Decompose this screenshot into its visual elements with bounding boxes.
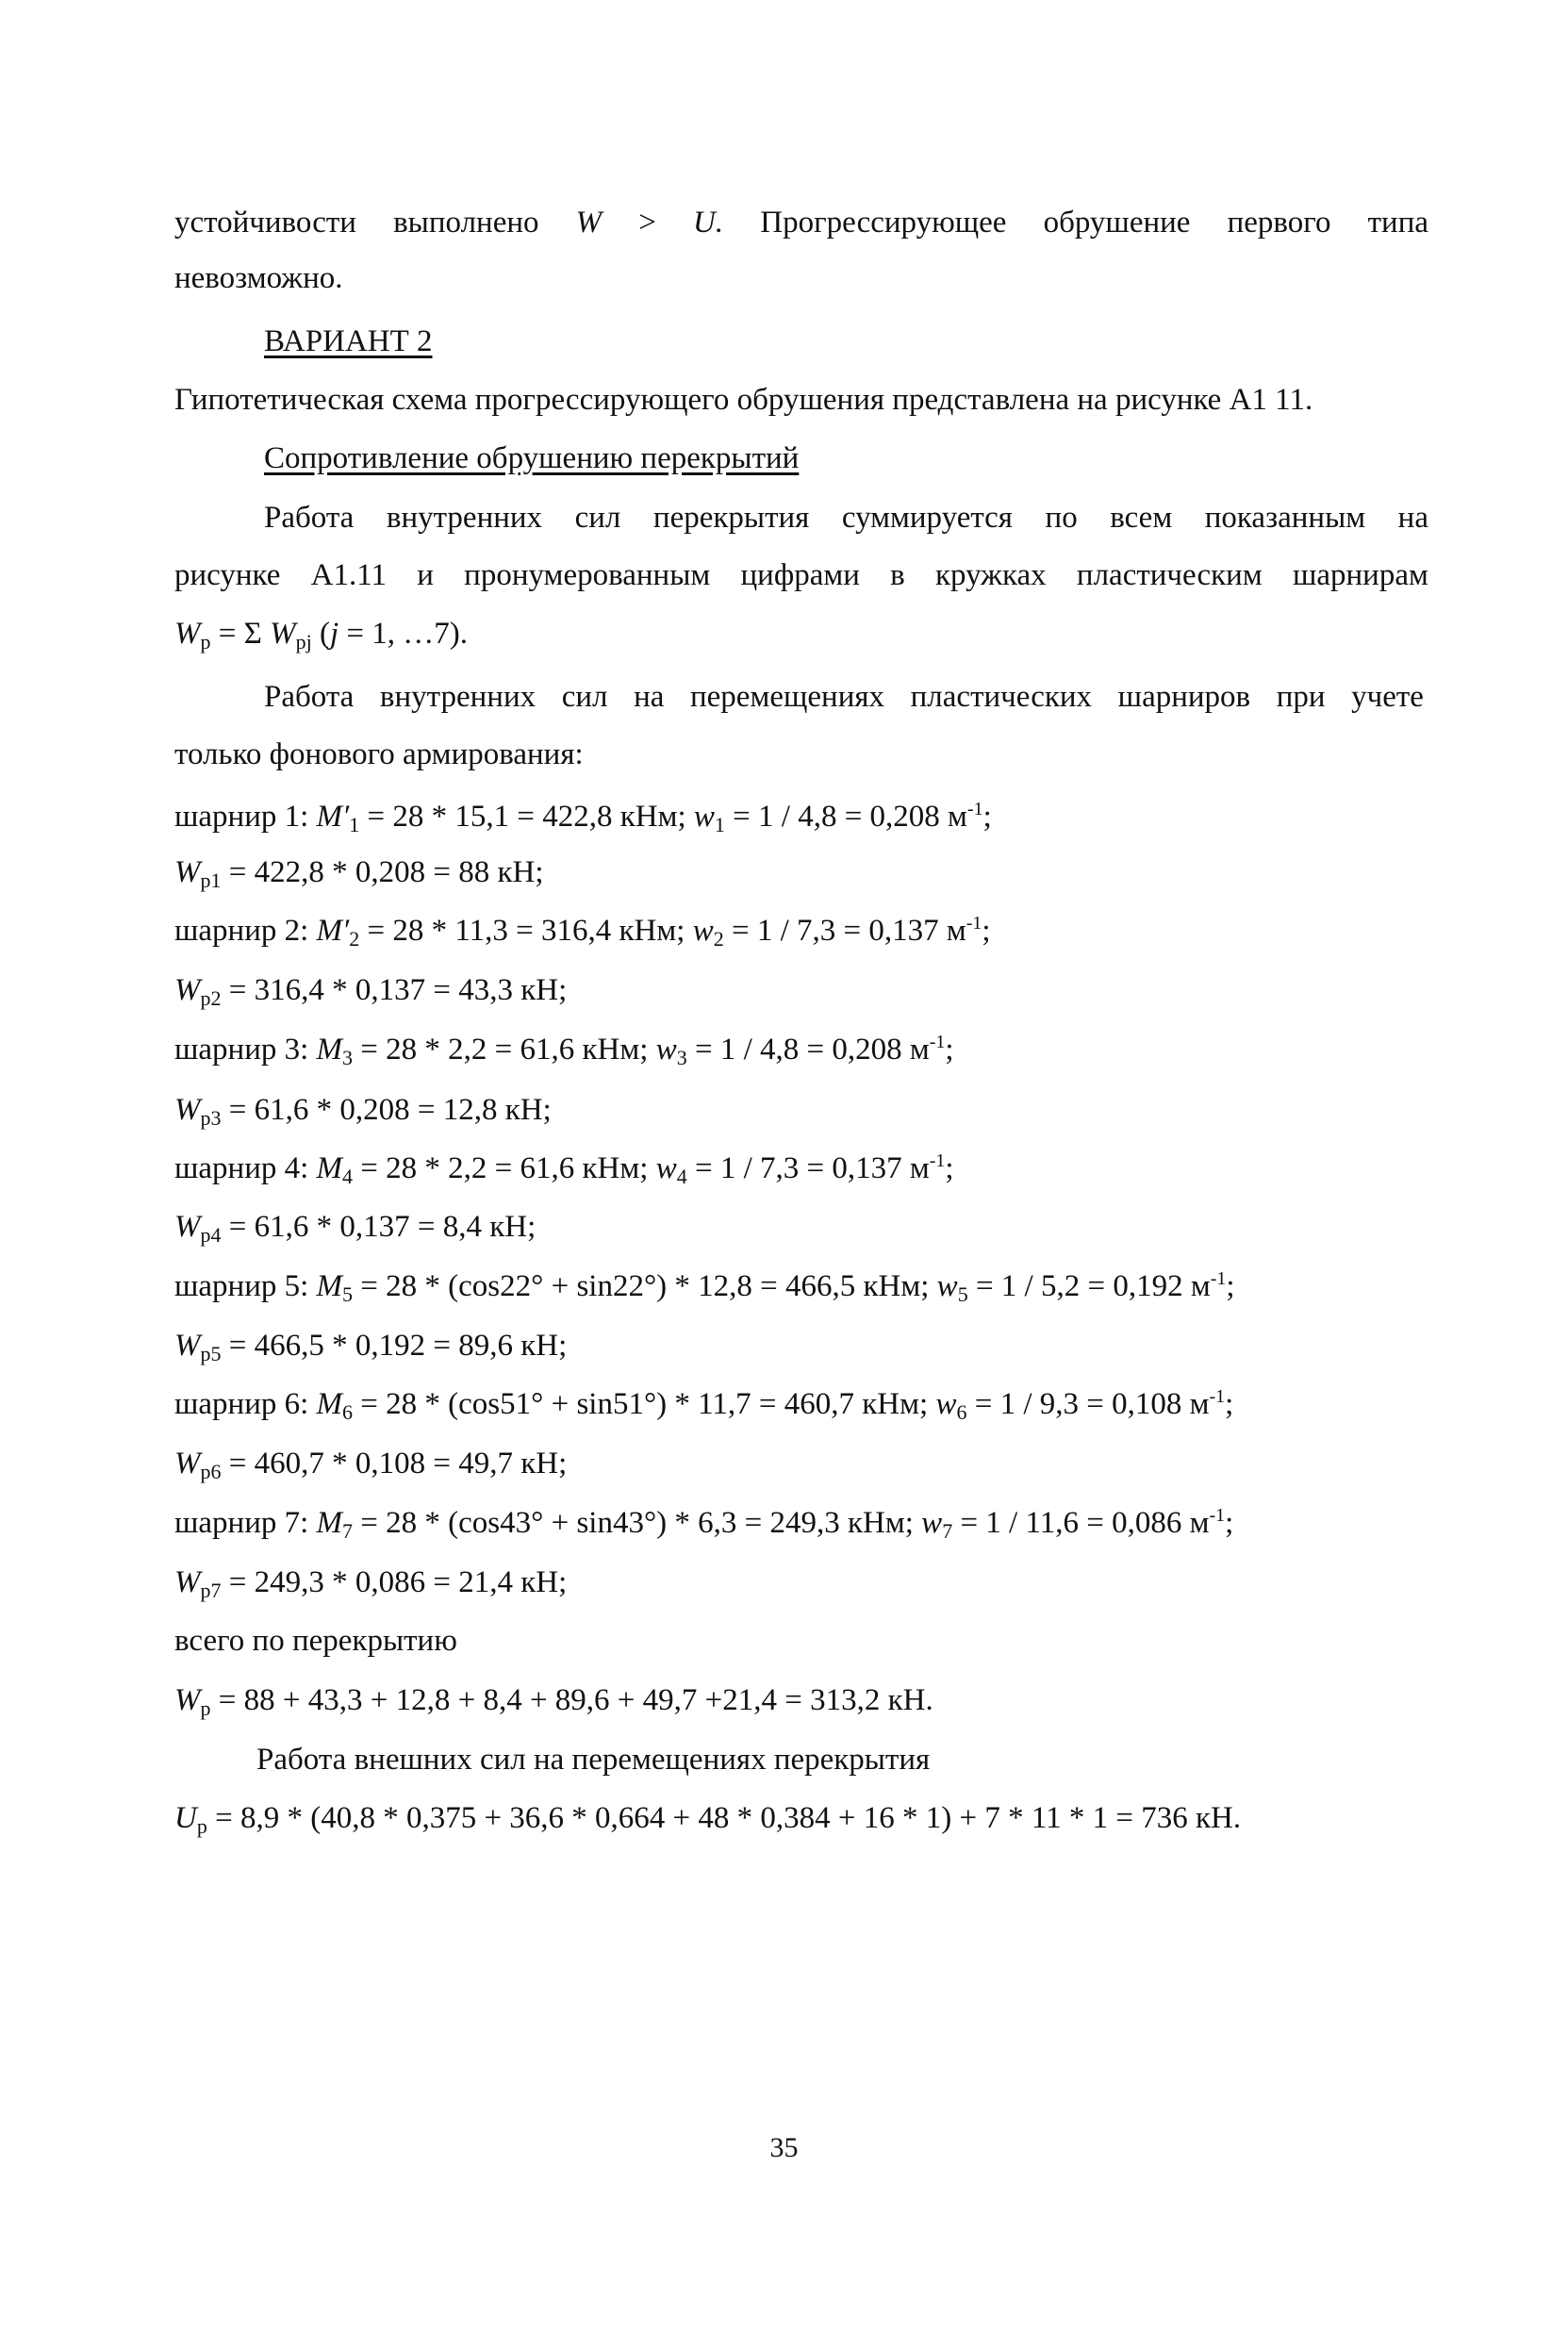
formula-text: = 1 / 9,3 = 0,108 м [966, 1387, 1210, 1421]
subscript: 1 [714, 813, 725, 836]
word: на [634, 680, 665, 714]
superscript: -1 [1209, 1505, 1226, 1526]
hinge-work-line [174, 853, 544, 891]
formula-text: = 1 / 7,3 = 0,137 м [686, 1151, 930, 1185]
formula-text: = 422,8 * 0,208 = 88 кН; [221, 855, 544, 889]
hinge-moment-line [174, 1031, 954, 1068]
hinges-intro-line-1 [264, 678, 1424, 716]
hinges-intro-line-2: только фонового армирования: [174, 737, 584, 771]
subscript: 1 [349, 813, 360, 836]
word: показанным [1204, 501, 1366, 535]
formula-text: = Σ [210, 617, 271, 651]
formula-text: = 1 / 7,3 = 0,137 м [723, 914, 966, 948]
symbol-w: W [174, 1683, 201, 1717]
hinge-label: шарнир 6: [174, 1387, 317, 1421]
formula-text: ; [1225, 1506, 1234, 1540]
total-formula [174, 1681, 933, 1719]
symbol-w: W [174, 617, 201, 651]
superscript: -1 [929, 1150, 946, 1171]
symbol-m: M [316, 1033, 343, 1067]
hinge-work-line [174, 1445, 567, 1482]
subscript: 3 [676, 1046, 687, 1069]
hinge-moment-line [174, 1150, 954, 1187]
intro-line-1 [174, 204, 1428, 241]
symbol-w: w [936, 1269, 958, 1303]
hinge-moment-line [174, 1504, 1233, 1542]
word: шарнирам [1292, 558, 1428, 592]
formula-text: ; [945, 1151, 954, 1185]
word: и [417, 558, 434, 592]
superscript: -1 [929, 1032, 946, 1052]
formula-text: = 8,9 * (40,8 * 0,375 + 36,6 * 0,664 + 48 * 0,384 + 16 * 1) + 7 * 11 * 1 = 736 кН. [206, 1801, 1242, 1835]
hinge-work-line [174, 971, 567, 1009]
word: перекрытия [652, 501, 810, 535]
word: обрушение [1043, 206, 1191, 240]
subscript: p4 [200, 1223, 222, 1247]
word: внутренних [386, 501, 543, 535]
symbol-j: j [329, 617, 339, 651]
formula-text: = 28 * 2,2 = 61,6 кНм; [353, 1033, 656, 1067]
word: Работа [264, 680, 355, 714]
word: цифрами [740, 558, 860, 592]
word: в [890, 558, 905, 592]
formula-text: = 466,5 * 0,192 = 89,6 кН; [221, 1329, 568, 1363]
word: всем [1110, 501, 1173, 535]
word: внутренних [379, 680, 536, 714]
hinge-work-line [174, 1327, 567, 1365]
symbol-w: w [692, 914, 714, 948]
subscript: 6 [342, 1400, 354, 1424]
formula-text: ; [945, 1033, 954, 1067]
hinge-label: шарнир 5: [174, 1269, 317, 1303]
subscript: 5 [957, 1282, 968, 1306]
word: первого [1227, 206, 1331, 240]
word: выполнено [393, 206, 539, 240]
symbol-w: w [921, 1506, 943, 1540]
word: Работа [264, 501, 355, 535]
symbol-w: W [174, 1210, 201, 1244]
subscript: p [200, 1696, 211, 1720]
formula-text: = 1 / 11,6 = 0,086 м [952, 1506, 1210, 1540]
hinge-moment-line [174, 1385, 1233, 1423]
symbol-w: W [174, 1329, 201, 1363]
word: кружках [935, 558, 1047, 592]
word: сил [574, 501, 621, 535]
word: учете [1351, 680, 1424, 714]
hinge-label: шарнир 7: [174, 1506, 317, 1540]
formula-text: = 28 * 15,1 = 422,8 кНм; [359, 800, 694, 834]
subscript: p [200, 630, 211, 653]
subscript: 4 [676, 1165, 687, 1188]
subscript: 2 [349, 927, 360, 951]
superscript: -1 [1209, 1386, 1226, 1407]
symbol-w: W [174, 1093, 201, 1127]
word: пластических [910, 680, 1093, 714]
variant-heading: ВАРИАНТ 2 [264, 324, 433, 358]
formula-text: = 61,6 * 0,208 = 12,8 кН; [221, 1093, 552, 1127]
word: типа [1367, 206, 1428, 240]
symbol-w: w [935, 1387, 957, 1421]
subscript: 7 [942, 1519, 953, 1543]
internal-work-line-2 [174, 556, 1428, 594]
hinge-label: шарнир 2: [174, 914, 317, 948]
formula-text: = 28 * (cos51° + sin51°) * 11,7 = 460,7 кНм; [353, 1387, 936, 1421]
subscript: p2 [200, 986, 222, 1010]
word: Прогрессирующее [760, 206, 1007, 240]
scheme-line: Гипотетическая схема прогрессирующего обрушения представлена на рисунке А1 11. [174, 383, 1313, 417]
symbol-gt: > [638, 206, 656, 240]
hinge-label: шарнир 4: [174, 1151, 317, 1185]
hinge-label: шарнир 3: [174, 1033, 317, 1067]
superscript: -1 [966, 913, 982, 934]
subscript: 3 [342, 1046, 354, 1069]
formula-text: ( [311, 617, 330, 651]
hinge-moment-line [174, 912, 991, 950]
subscript: p [196, 1814, 207, 1838]
superscript: -1 [966, 799, 983, 819]
symbol-w: W [575, 206, 602, 240]
formula-text: = 28 * 11,3 = 316,4 кНм; [359, 914, 693, 948]
symbol-m: M′ [316, 800, 350, 834]
symbol-m: M′ [316, 914, 350, 948]
symbol-m: M [316, 1151, 343, 1185]
hinge-work-line [174, 1208, 536, 1246]
formula-text: = 28 * 2,2 = 61,6 кНм; [353, 1151, 656, 1185]
symbol-u: U [174, 1801, 197, 1835]
internal-work-formula [174, 615, 468, 653]
formula-text: = 460,7 * 0,108 = 49,7 кН; [221, 1447, 568, 1481]
external-work-heading: Работа внешних сил на перемещениях перекрытия [256, 1743, 931, 1777]
word: на [1397, 501, 1428, 535]
symbol-w: w [655, 1033, 677, 1067]
word: устойчивости [174, 206, 356, 240]
word: при [1276, 680, 1326, 714]
symbol-m: M [316, 1269, 343, 1303]
word: пластическим [1076, 558, 1263, 592]
formula-text: = 1 / 4,8 = 0,208 м [724, 800, 967, 834]
page-number: 35 [769, 2132, 799, 2163]
subscript: 5 [342, 1282, 354, 1306]
internal-work-line-1 [264, 499, 1428, 537]
subscript: 4 [342, 1165, 354, 1188]
symbol-w: W [174, 1565, 201, 1599]
symbol-m: M [316, 1387, 343, 1421]
word: перемещениях [690, 680, 885, 714]
symbol-w: W [174, 973, 201, 1007]
symbol-w: W [174, 1447, 201, 1481]
symbol-u: U. [693, 206, 724, 240]
symbol-m: M [316, 1506, 343, 1540]
word: по [1045, 501, 1078, 535]
formula-text: = 249,3 * 0,086 = 21,4 кН; [221, 1565, 568, 1599]
subscript: p1 [200, 868, 222, 892]
subscript: 6 [956, 1400, 967, 1424]
formula-text: ; [1225, 1387, 1234, 1421]
subscript: p7 [200, 1579, 222, 1602]
formula-text: = 28 * (cos43° + sin43°) * 6,3 = 249,3 кНм; [353, 1506, 922, 1540]
subscript: p6 [200, 1460, 222, 1483]
symbol-w: w [655, 1151, 677, 1185]
formula-text: ; [982, 800, 992, 834]
formula-text: ; [1226, 1269, 1235, 1303]
word: шарниров [1117, 680, 1251, 714]
subscript: 7 [342, 1519, 354, 1543]
formula-text: = 316,4 * 0,137 = 43,3 кН; [221, 973, 568, 1007]
formula-text: = 61,6 * 0,137 = 8,4 кН; [221, 1210, 536, 1244]
formula-text: = 1 / 4,8 = 0,208 м [686, 1033, 930, 1067]
subscript: p5 [200, 1342, 222, 1365]
external-work-formula [174, 1799, 1241, 1837]
subscript: pj [295, 630, 312, 653]
total-label: всего по перекрытию [174, 1624, 457, 1658]
word: рисунке [174, 558, 281, 592]
word: суммируется [841, 501, 1013, 535]
hinge-moment-line [174, 1267, 1235, 1305]
symbol-w: W [270, 617, 296, 651]
hinge-work-line [174, 1563, 567, 1601]
hinge-work-line [174, 1091, 552, 1129]
intro-line-2: невозможно. [174, 261, 343, 295]
word: А1.11 [310, 558, 387, 592]
symbol-w: w [693, 800, 715, 834]
formula-text: = 1, …7). [338, 617, 468, 651]
formula-text: = 1 / 5,2 = 0,192 м [967, 1269, 1211, 1303]
symbol-w: W [174, 855, 201, 889]
word: сил [561, 680, 608, 714]
subscript: 2 [713, 927, 724, 951]
formula-text: = 28 * (cos22° + sin22°) * 12,8 = 466,5 кНм; [353, 1269, 937, 1303]
hinge-label: шарнир 1: [174, 800, 317, 834]
formula-text: ; [982, 914, 991, 948]
formula-text: = 88 + 43,3 + 12,8 + 8,4 + 89,6 + 49,7 +21,4 = 313,2 кН. [210, 1683, 933, 1717]
superscript: -1 [1210, 1268, 1227, 1289]
section-heading: Сопротивление обрушению перекрытий [264, 441, 800, 475]
word: пронумерованным [464, 558, 711, 592]
hinge-moment-line [174, 798, 992, 835]
subscript: p3 [200, 1106, 222, 1130]
